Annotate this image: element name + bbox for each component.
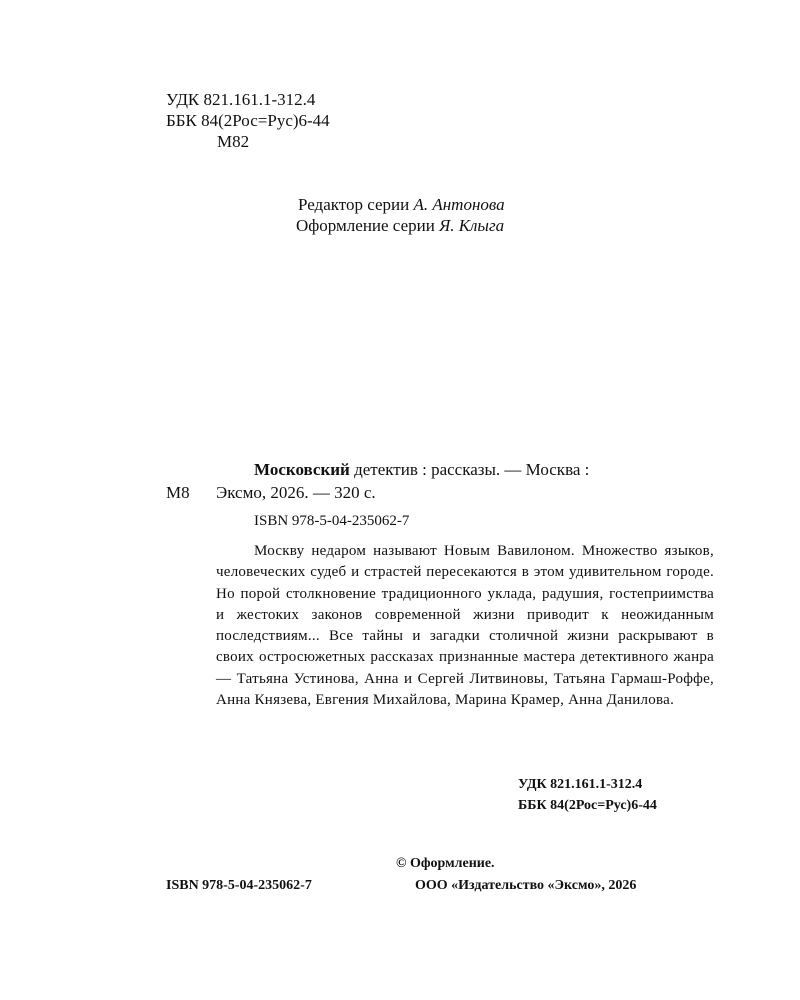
copyright-publisher: ООО «Издательство «Эксмо», 2026 <box>415 878 637 893</box>
margin-sign: М8 <box>166 483 190 502</box>
isbn-footer: ISBN 978-5-04-235062-7 <box>166 878 312 893</box>
copyright-design: © Оформление. <box>396 856 495 871</box>
series-editor-name: А. Антонова <box>413 195 505 214</box>
bbk-code-top: ББК 84(2Рос=Рус)6-44 <box>166 111 330 130</box>
udk-code-bottom: УДК 821.161.1-312.4 <box>518 777 643 792</box>
isbn-record: ISBN 978-5-04-235062-7 <box>254 513 410 529</box>
book-title-bold: Московский <box>254 460 350 479</box>
series-editor-label: Редактор серии <box>298 195 410 214</box>
series-editor-line <box>298 194 505 216</box>
book-title-rest: детектив : рассказы. — Москва : <box>349 460 590 479</box>
publisher-line: Эксмо, 2026. — 320 с. <box>216 483 376 502</box>
series-design-name: Я. Клыга <box>439 216 505 235</box>
udk-code-top: УДК 821.161.1-312.4 <box>166 90 316 109</box>
annotation-text: Москву недаром называют Новым Вавилоном. Множество языков, человеческих судеб и страстей пересекаются в этом удивительном городе. Но порой столкновение традиционного уклада, радушия, гостеприимства и жестоких законов современной жизни приводит к неожиданным последствиям... Все тайны и загадки столичной жизни раскрывают в своих остросюжетных рассказах признанные мастера детективного жанра — Татьяна Устинова, Анна и Сергей Литвиновы, Татьяна Гармаш-Роффе, Анна Князева, Евгения Михайлова, Марина Крамер, Анна Данилова. <box>216 543 714 709</box>
bbk-code-bottom: ББК 84(2Рос=Рус)6-44 <box>518 798 657 813</box>
author-sign: М82 <box>217 132 250 151</box>
series-design-label: Оформление серии <box>296 216 435 235</box>
book-annotation <box>216 541 714 711</box>
series-design-line <box>296 215 504 237</box>
book-title-line <box>254 458 589 481</box>
